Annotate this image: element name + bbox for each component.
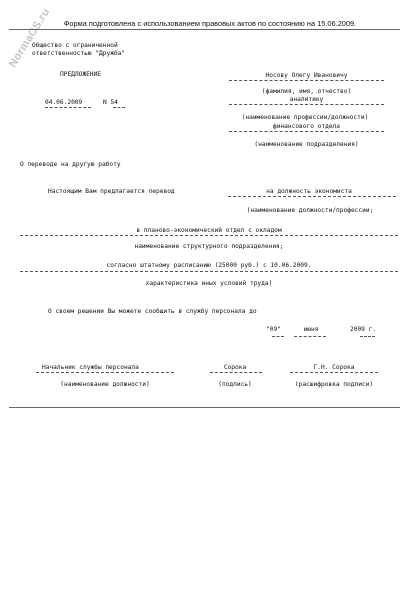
document-number-line bbox=[113, 107, 125, 108]
reply-day: "09" bbox=[266, 326, 281, 333]
signer-signature-line bbox=[210, 372, 262, 373]
document-number: N 54 bbox=[103, 99, 118, 106]
reply-day-line bbox=[272, 336, 284, 337]
body-unit-hint: наименование структурного подразделения; bbox=[134, 243, 284, 250]
header-rule bbox=[9, 29, 400, 30]
form-header-note: Форма подготовлена с использованием правовых актов по состоянию на 15.06.2009. bbox=[63, 19, 357, 28]
body-unit-line bbox=[20, 235, 398, 236]
document-date: 04.06.2009 bbox=[45, 99, 83, 106]
body-terms-hint: характеристика иных условий труда) bbox=[145, 280, 273, 287]
signer-name-line bbox=[290, 372, 378, 373]
organization-name-line1: Общество с ограниченной bbox=[32, 42, 118, 49]
watermark-text: NormaCS.ru bbox=[6, 6, 53, 70]
body-terms: согласно штатному расписанию (25000 руб.) с 10.06.2009. bbox=[106, 262, 312, 269]
signer-name-hint: (расшифровка подписи) bbox=[294, 381, 374, 388]
signer-position-hint: (наименование должности) bbox=[60, 381, 150, 388]
addressee-department: финансового отдела bbox=[272, 123, 341, 130]
body-position-hint: (наименование должности/профессии; bbox=[246, 207, 374, 214]
signer-signature: Сорока bbox=[223, 364, 247, 371]
signer-position-line bbox=[36, 372, 174, 373]
signer-position: Начальник службы персонала bbox=[42, 364, 139, 371]
addressee-name-hint: (фамилия, имя, отчество) bbox=[261, 88, 352, 95]
body-position: на должность экономиста bbox=[266, 188, 352, 195]
addressee-profession-line bbox=[229, 104, 384, 105]
subject-line: О переводе на другую работу bbox=[20, 161, 121, 168]
addressee-department-line bbox=[229, 131, 384, 132]
addressee-profession-hint: (наименование профессии/должности) bbox=[241, 114, 369, 121]
addressee-name-line bbox=[229, 80, 384, 81]
body-intro: Настоящим Вам предлагается перевод bbox=[48, 188, 175, 195]
reply-year-line bbox=[360, 336, 375, 337]
reply-deadline-text: О своем решении Вы можете сообщить в службу персонала до bbox=[48, 308, 257, 315]
signer-signature-hint: (подпись) bbox=[218, 381, 252, 388]
footer-rule bbox=[9, 407, 400, 408]
reply-month-line bbox=[294, 336, 326, 337]
body-unit: в планово-экономический отдел с окладом bbox=[136, 227, 282, 234]
addressee-department-hint: (наименование подразделения) bbox=[254, 141, 359, 148]
organization-name-line2: ответственностью "Дружба" bbox=[32, 50, 126, 57]
signer-name: Г.Н. Сорока bbox=[313, 364, 355, 371]
body-position-line bbox=[228, 196, 396, 197]
body-terms-line bbox=[20, 271, 398, 272]
reply-month: июня bbox=[303, 326, 319, 333]
document-date-line bbox=[45, 107, 91, 108]
addressee-name: Носову Олегу Ивановичу bbox=[265, 72, 348, 79]
reply-year: 2009 г. bbox=[350, 326, 377, 333]
addressee-profession: аналитику bbox=[289, 96, 324, 103]
document-title: ПРЕДЛОЖЕНИЕ bbox=[60, 71, 101, 78]
